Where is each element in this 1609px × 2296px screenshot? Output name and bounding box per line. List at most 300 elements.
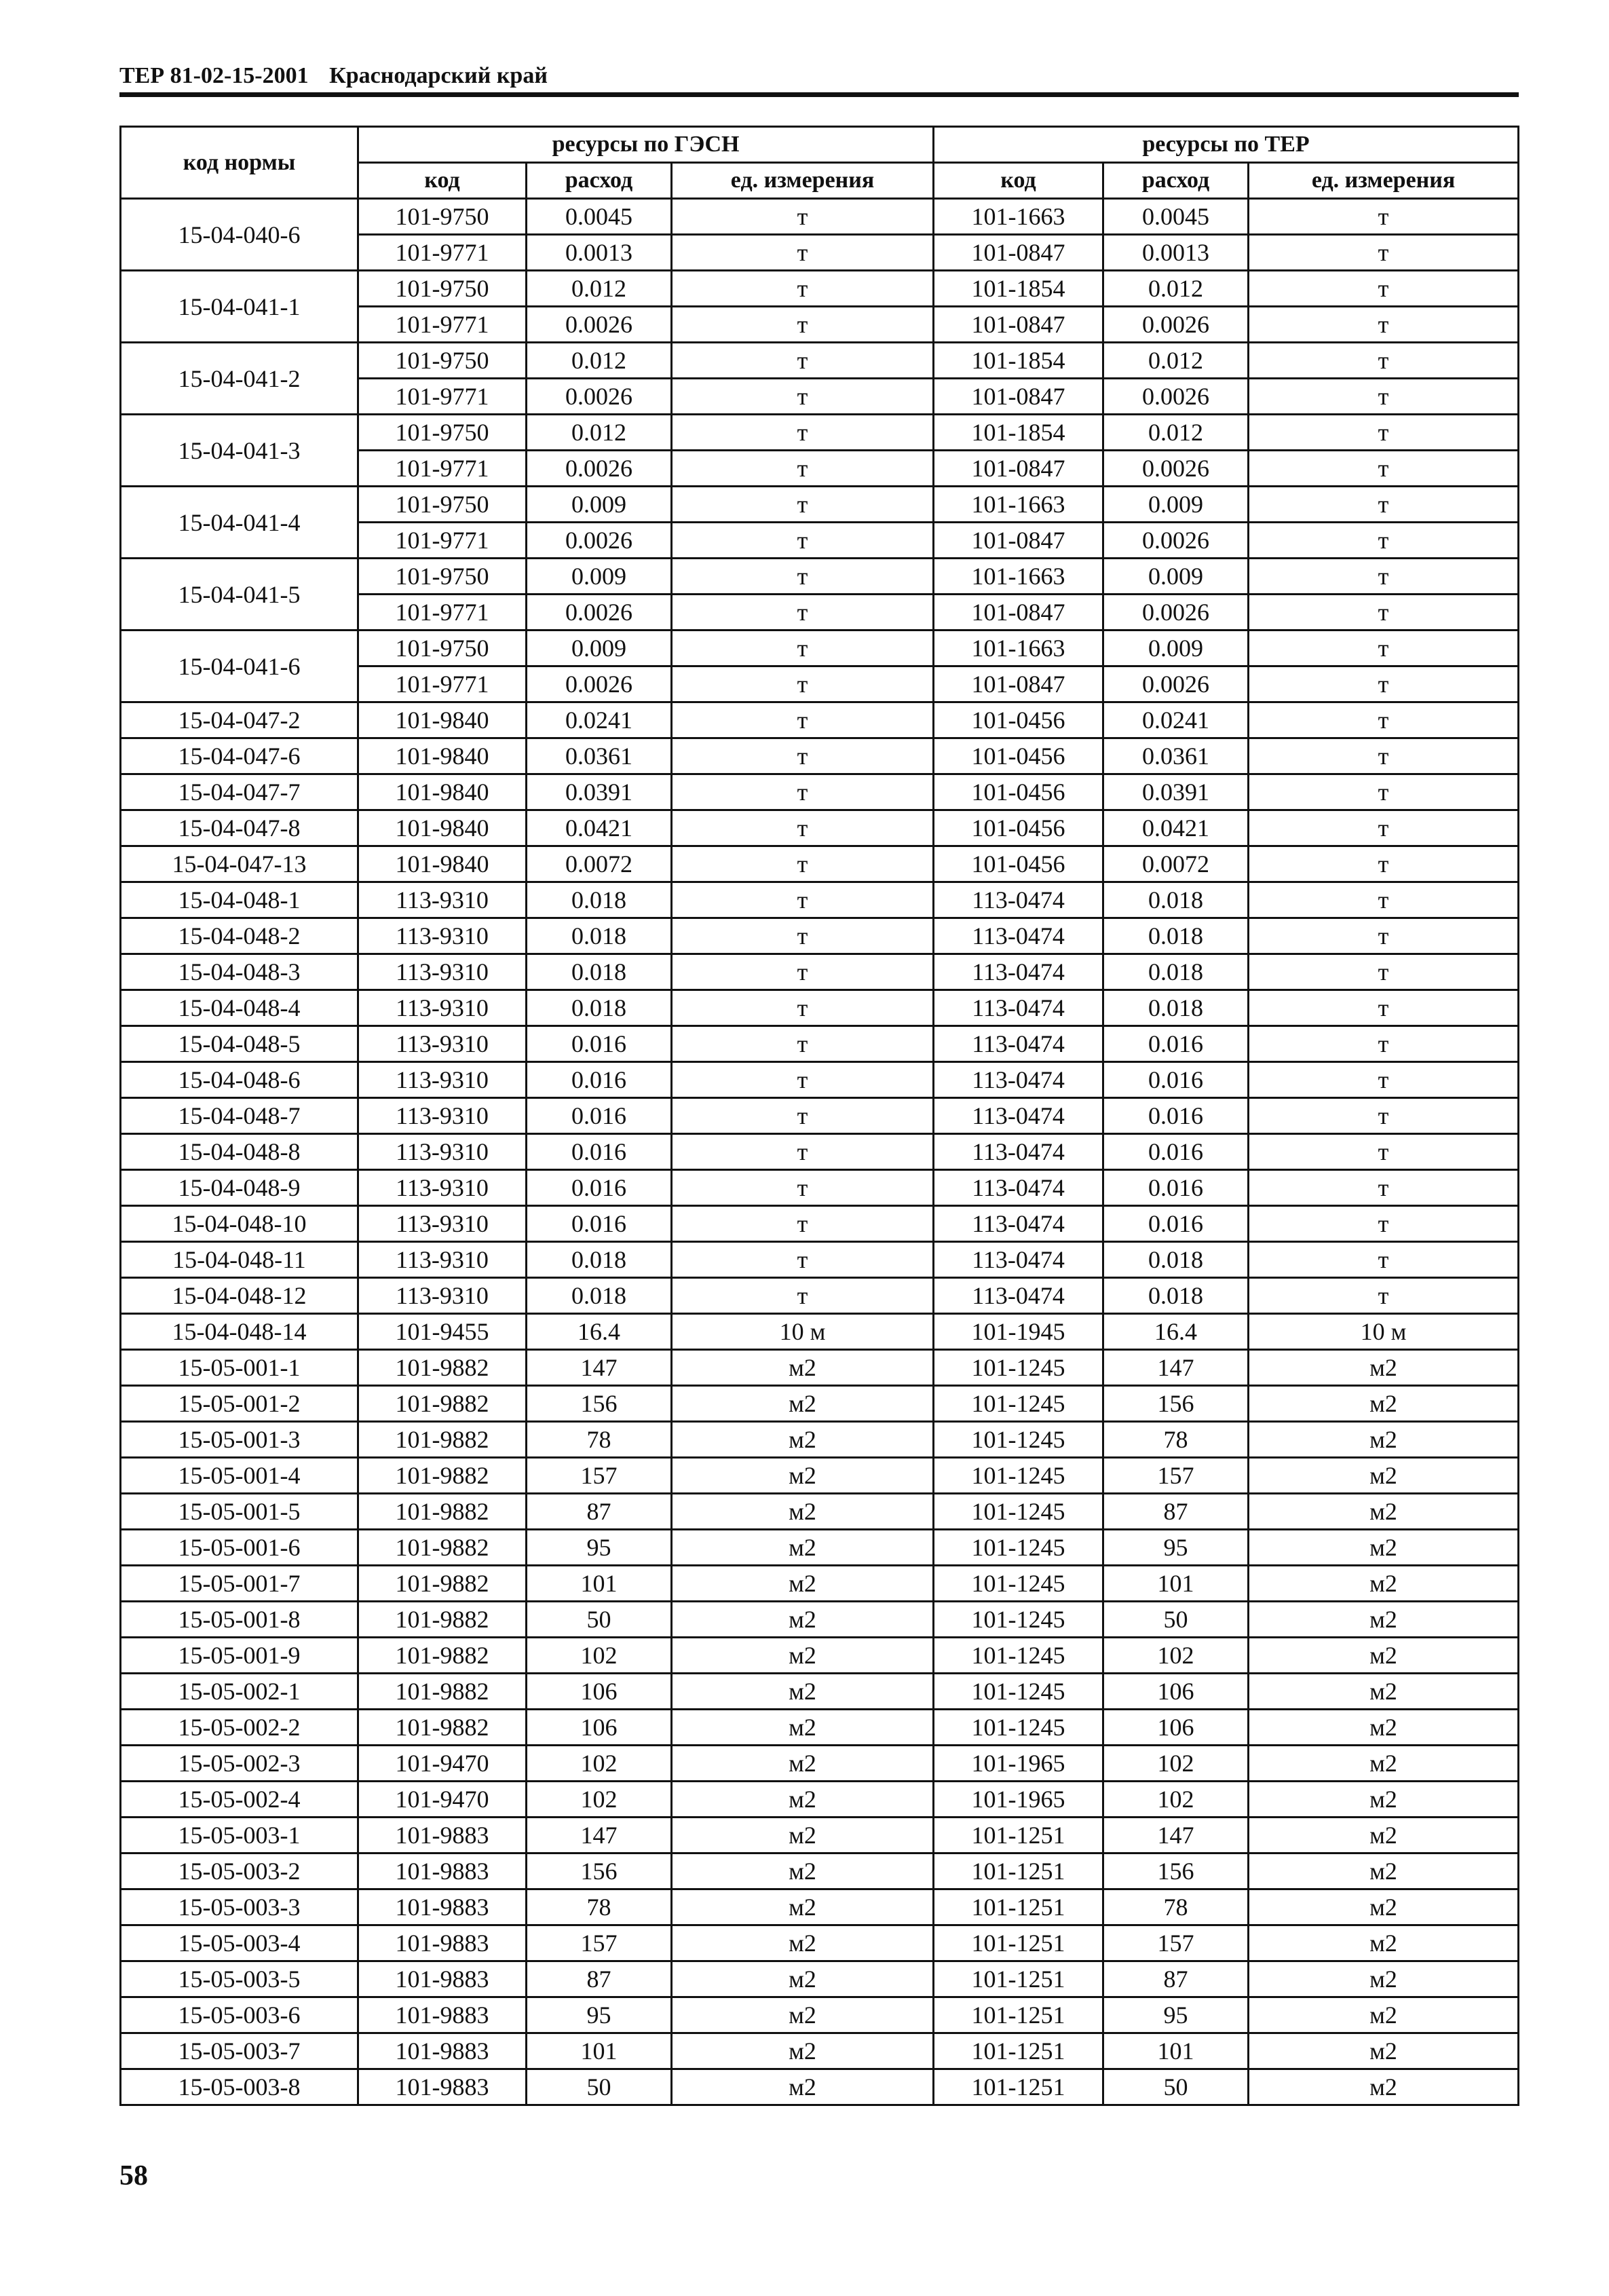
ter-unit-cell: т (1249, 379, 1519, 415)
table-row (121, 774, 1519, 810)
ter-code-cell: 113-0474 (934, 918, 1103, 954)
ter-amount-cell: 156 (1103, 1853, 1249, 1889)
ter-unit-cell: т (1249, 343, 1519, 379)
ter-amount-cell: 0.018 (1103, 1278, 1249, 1314)
gesn-code-cell: 113-9310 (358, 1026, 527, 1062)
ter-amount-cell: 0.012 (1103, 343, 1249, 379)
ter-code-cell: 101-0456 (934, 738, 1103, 774)
ter-amount-cell: 0.0421 (1103, 810, 1249, 846)
ter-code-cell: 101-1663 (934, 487, 1103, 523)
ter-amount-cell: 101 (1103, 2033, 1249, 2069)
norm-code-cell: 15-04-048-1 (121, 882, 358, 918)
ter-amount-cell: 0.0026 (1103, 379, 1249, 415)
ter-unit-cell: м2 (1249, 1602, 1519, 1638)
gesn-code-cell: 101-9882 (358, 1566, 527, 1602)
table-body (121, 199, 1519, 2105)
gesn-code-cell: 101-9882 (358, 1494, 527, 1530)
gesn-code-cell: 101-9882 (358, 1674, 527, 1710)
norm-code-cell: 15-05-003-8 (121, 2069, 358, 2105)
gesn-code-cell: 101-9750 (358, 415, 527, 451)
ter-unit-cell: т (1249, 487, 1519, 523)
norm-code-cell: 15-04-040-6 (121, 199, 358, 271)
gesn-amount-cell: 102 (527, 1638, 672, 1674)
page-header (119, 57, 1519, 95)
gesn-unit-cell: т (672, 1206, 934, 1242)
norm-code-cell: 15-04-048-2 (121, 918, 358, 954)
gesn-unit-cell: м2 (672, 2033, 934, 2069)
ter-amount-cell: 0.016 (1103, 1206, 1249, 1242)
ter-code-cell: 101-1245 (934, 1494, 1103, 1530)
table-row (121, 1674, 1519, 1710)
table-row (121, 1170, 1519, 1206)
ter-unit-cell: т (1249, 810, 1519, 846)
ter-code-cell: 101-1251 (934, 1889, 1103, 1925)
gesn-code-cell: 101-9883 (358, 2069, 527, 2105)
gesn-unit-cell: м2 (672, 2069, 934, 2105)
table-row (121, 918, 1519, 954)
ter-code-cell: 101-1854 (934, 271, 1103, 307)
gesn-code-cell: 101-9771 (358, 666, 527, 702)
norm-code-cell: 15-04-047-8 (121, 810, 358, 846)
ter-amount-cell: 106 (1103, 1674, 1249, 1710)
ter-amount-cell: 0.009 (1103, 487, 1249, 523)
table-row (121, 1961, 1519, 1997)
ter-unit-cell: т (1249, 595, 1519, 631)
ter-unit-cell: т (1249, 451, 1519, 487)
ter-amount-cell: 0.0045 (1103, 199, 1249, 235)
gesn-unit-cell: т (672, 1098, 934, 1134)
gesn-amount-cell: 0.0241 (527, 702, 672, 738)
gesn-amount-cell: 157 (527, 1925, 672, 1961)
gesn-amount-cell: 0.016 (527, 1134, 672, 1170)
norm-code-cell: 15-04-047-6 (121, 738, 358, 774)
ter-code-cell: 113-0474 (934, 1278, 1103, 1314)
norm-code-cell: 15-04-048-10 (121, 1206, 358, 1242)
ter-unit-cell: м2 (1249, 1997, 1519, 2033)
ter-unit-cell: м2 (1249, 1710, 1519, 1746)
ter-amount-cell: 0.0026 (1103, 307, 1249, 343)
norm-code-cell: 15-04-041-5 (121, 559, 358, 631)
gesn-code-cell: 113-9310 (358, 1062, 527, 1098)
ter-amount-cell: 0.0026 (1103, 523, 1249, 559)
ter-unit-cell: т (1249, 774, 1519, 810)
table-row (121, 1278, 1519, 1314)
ter-unit-cell: т (1249, 559, 1519, 595)
gesn-code-cell: 113-9310 (358, 918, 527, 954)
gesn-amount-cell: 0.018 (527, 1278, 672, 1314)
gesn-amount-cell: 0.0361 (527, 738, 672, 774)
gesn-code-cell: 113-9310 (358, 1242, 527, 1278)
gesn-amount-cell: 147 (527, 1350, 672, 1386)
ter-unit-cell: м2 (1249, 1961, 1519, 1997)
gesn-amount-cell: 0.012 (527, 415, 672, 451)
resource-table (119, 126, 1519, 2106)
gesn-code-cell: 101-9455 (358, 1314, 527, 1350)
gesn-code-cell: 101-9883 (358, 1925, 527, 1961)
ter-code-cell: 101-1251 (934, 1853, 1103, 1889)
gesn-unit-cell: т (672, 846, 934, 882)
ter-amount-cell: 0.012 (1103, 271, 1249, 307)
gesn-unit-cell: м2 (672, 1853, 934, 1889)
norm-code-cell: 15-04-041-3 (121, 415, 358, 487)
norm-code-cell: 15-04-047-2 (121, 702, 358, 738)
ter-amount-cell: 87 (1103, 1961, 1249, 1997)
table-row (121, 1494, 1519, 1530)
gesn-unit-cell: т (672, 415, 934, 451)
gesn-code-cell: 101-9882 (358, 1386, 527, 1422)
norm-code-cell: 15-05-001-1 (121, 1350, 358, 1386)
gesn-code-cell: 113-9310 (358, 1134, 527, 1170)
gesn-code-cell: 101-9882 (358, 1458, 527, 1494)
header-gesn-amount: расход (527, 163, 672, 199)
gesn-unit-cell: м2 (672, 1818, 934, 1853)
gesn-unit-cell: м2 (672, 1494, 934, 1530)
region-name: Краснодарский край (329, 63, 548, 88)
table-row (121, 1350, 1519, 1386)
gesn-amount-cell: 0.0391 (527, 774, 672, 810)
ter-unit-cell: м2 (1249, 1458, 1519, 1494)
norm-code-cell: 15-05-002-1 (121, 1674, 358, 1710)
ter-code-cell: 101-1245 (934, 1638, 1103, 1674)
gesn-unit-cell: м2 (672, 1350, 934, 1386)
gesn-unit-cell: м2 (672, 1602, 934, 1638)
gesn-code-cell: 101-9840 (358, 702, 527, 738)
gesn-unit-cell: м2 (672, 1889, 934, 1925)
table-row (121, 1458, 1519, 1494)
norm-code-cell: 15-04-041-1 (121, 271, 358, 343)
ter-code-cell: 101-1251 (934, 2069, 1103, 2105)
gesn-unit-cell: м2 (672, 1386, 934, 1422)
ter-code-cell: 101-1245 (934, 1530, 1103, 1566)
ter-amount-cell: 0.0026 (1103, 451, 1249, 487)
norm-code-cell: 15-04-047-7 (121, 774, 358, 810)
header-group-ter: ресурсы по ТЕР (934, 127, 1519, 163)
gesn-amount-cell: 0.0072 (527, 846, 672, 882)
gesn-amount-cell: 106 (527, 1674, 672, 1710)
ter-code-cell: 101-1965 (934, 1746, 1103, 1782)
ter-code-cell: 113-0474 (934, 1242, 1103, 1278)
ter-amount-cell: 102 (1103, 1638, 1249, 1674)
gesn-code-cell: 101-9750 (358, 271, 527, 307)
ter-code-cell: 101-1663 (934, 631, 1103, 666)
gesn-unit-cell: м2 (672, 1530, 934, 1566)
table-row (121, 1566, 1519, 1602)
table-row (121, 631, 1519, 666)
gesn-unit-cell: м2 (672, 1566, 934, 1602)
gesn-unit-cell: т (672, 379, 934, 415)
ter-code-cell: 101-1251 (934, 2033, 1103, 2069)
ter-unit-cell: т (1249, 1278, 1519, 1314)
norm-code-cell: 15-05-002-3 (121, 1746, 358, 1782)
gesn-unit-cell: м2 (672, 1782, 934, 1818)
ter-unit-cell: м2 (1249, 1386, 1519, 1422)
gesn-code-cell: 101-9883 (358, 2033, 527, 2069)
table-row (121, 343, 1519, 379)
ter-unit-cell: т (1249, 1134, 1519, 1170)
norm-code-cell: 15-04-048-6 (121, 1062, 358, 1098)
ter-unit-cell: м2 (1249, 1530, 1519, 1566)
gesn-amount-cell: 0.0026 (527, 451, 672, 487)
header-rule (119, 92, 1519, 97)
gesn-unit-cell: т (672, 1062, 934, 1098)
gesn-amount-cell: 78 (527, 1889, 672, 1925)
gesn-unit-cell: т (672, 307, 934, 343)
table-row (121, 1530, 1519, 1566)
ter-code-cell: 101-1245 (934, 1422, 1103, 1458)
gesn-code-cell: 101-9470 (358, 1746, 527, 1782)
ter-amount-cell: 0.016 (1103, 1026, 1249, 1062)
gesn-amount-cell: 106 (527, 1710, 672, 1746)
gesn-amount-cell: 0.016 (527, 1026, 672, 1062)
gesn-unit-cell: м2 (672, 1710, 934, 1746)
ter-unit-cell: т (1249, 271, 1519, 307)
ter-code-cell: 101-1245 (934, 1386, 1103, 1422)
ter-code-cell: 113-0474 (934, 990, 1103, 1026)
gesn-code-cell: 101-9840 (358, 774, 527, 810)
gesn-amount-cell: 101 (527, 2033, 672, 2069)
ter-code-cell: 101-0847 (934, 666, 1103, 702)
norm-code-cell: 15-05-003-1 (121, 1818, 358, 1853)
gesn-code-cell: 113-9310 (358, 954, 527, 990)
table-row (121, 1782, 1519, 1818)
gesn-amount-cell: 16.4 (527, 1314, 672, 1350)
ter-code-cell: 101-1245 (934, 1350, 1103, 1386)
gesn-unit-cell: т (672, 451, 934, 487)
ter-amount-cell: 0.018 (1103, 882, 1249, 918)
table-row (121, 1062, 1519, 1098)
gesn-unit-cell: т (672, 487, 934, 523)
table-row (121, 1818, 1519, 1853)
gesn-unit-cell: т (672, 523, 934, 559)
ter-unit-cell: м2 (1249, 1566, 1519, 1602)
ter-unit-cell: т (1249, 954, 1519, 990)
ter-amount-cell: 0.016 (1103, 1098, 1249, 1134)
gesn-unit-cell: т (672, 774, 934, 810)
ter-code-cell: 101-1854 (934, 343, 1103, 379)
gesn-code-cell: 101-9750 (358, 559, 527, 595)
table-row (121, 1422, 1519, 1458)
ter-code-cell: 113-0474 (934, 882, 1103, 918)
gesn-code-cell: 101-9883 (358, 1889, 527, 1925)
ter-unit-cell: т (1249, 199, 1519, 235)
gesn-amount-cell: 0.018 (527, 882, 672, 918)
gesn-amount-cell: 0.009 (527, 631, 672, 666)
header-gesn-unit: ед. измерения (672, 163, 934, 199)
gesn-amount-cell: 0.0045 (527, 199, 672, 235)
norm-code-cell: 15-04-041-6 (121, 631, 358, 702)
gesn-amount-cell: 147 (527, 1818, 672, 1853)
norm-code-cell: 15-04-048-11 (121, 1242, 358, 1278)
gesn-amount-cell: 0.0026 (527, 595, 672, 631)
table-row (121, 2033, 1519, 2069)
gesn-unit-cell: 10 м (672, 1314, 934, 1350)
norm-code-cell: 15-05-001-4 (121, 1458, 358, 1494)
gesn-amount-cell: 101 (527, 1566, 672, 1602)
gesn-code-cell: 101-9882 (358, 1602, 527, 1638)
ter-unit-cell: м2 (1249, 1422, 1519, 1458)
ter-unit-cell: т (1249, 1242, 1519, 1278)
norm-code-cell: 15-04-048-7 (121, 1098, 358, 1134)
gesn-unit-cell: т (672, 702, 934, 738)
ter-amount-cell: 106 (1103, 1710, 1249, 1746)
gesn-code-cell: 101-9883 (358, 1853, 527, 1889)
ter-unit-cell: м2 (1249, 1889, 1519, 1925)
ter-code-cell: 101-1245 (934, 1674, 1103, 1710)
ter-code-cell: 101-1854 (934, 415, 1103, 451)
gesn-amount-cell: 0.012 (527, 343, 672, 379)
table-row (121, 810, 1519, 846)
ter-unit-cell: 10 м (1249, 1314, 1519, 1350)
gesn-code-cell: 101-9470 (358, 1782, 527, 1818)
gesn-amount-cell: 157 (527, 1458, 672, 1494)
ter-code-cell: 101-1245 (934, 1458, 1103, 1494)
gesn-code-cell: 101-9882 (358, 1638, 527, 1674)
ter-code-cell: 101-1663 (934, 559, 1103, 595)
gesn-amount-cell: 156 (527, 1853, 672, 1889)
norm-code-cell: 15-04-048-12 (121, 1278, 358, 1314)
ter-code-cell: 101-1251 (934, 1818, 1103, 1853)
norm-code-cell: 15-05-001-5 (121, 1494, 358, 1530)
gesn-amount-cell: 102 (527, 1782, 672, 1818)
gesn-amount-cell: 50 (527, 2069, 672, 2105)
gesn-code-cell: 113-9310 (358, 1278, 527, 1314)
gesn-code-cell: 101-9882 (358, 1350, 527, 1386)
header-ter-unit: ед. измерения (1249, 163, 1519, 199)
ter-amount-cell: 0.018 (1103, 1242, 1249, 1278)
ter-code-cell: 101-0847 (934, 235, 1103, 271)
gesn-unit-cell: т (672, 595, 934, 631)
gesn-amount-cell: 0.0026 (527, 307, 672, 343)
ter-amount-cell: 78 (1103, 1422, 1249, 1458)
norm-code-cell: 15-05-003-6 (121, 1997, 358, 2033)
gesn-amount-cell: 0.012 (527, 271, 672, 307)
gesn-amount-cell: 0.009 (527, 559, 672, 595)
ter-code-cell: 101-0456 (934, 702, 1103, 738)
ter-unit-cell: т (1249, 631, 1519, 666)
norm-code-cell: 15-04-041-2 (121, 343, 358, 415)
gesn-amount-cell: 87 (527, 1961, 672, 1997)
table-row (121, 487, 1519, 523)
ter-code-cell: 101-0847 (934, 307, 1103, 343)
ter-unit-cell: м2 (1249, 1746, 1519, 1782)
ter-amount-cell: 0.0072 (1103, 846, 1249, 882)
norm-code-cell: 15-05-001-2 (121, 1386, 358, 1422)
ter-code-cell: 101-1945 (934, 1314, 1103, 1350)
gesn-unit-cell: м2 (672, 1961, 934, 1997)
table-row (121, 1997, 1519, 2033)
ter-unit-cell: т (1249, 702, 1519, 738)
ter-unit-cell: м2 (1249, 1782, 1519, 1818)
gesn-unit-cell: м2 (672, 1422, 934, 1458)
ter-unit-cell: м2 (1249, 1853, 1519, 1889)
norm-code-cell: 15-04-048-14 (121, 1314, 358, 1350)
header-gesn-code: код (358, 163, 527, 199)
gesn-code-cell: 101-9883 (358, 1997, 527, 2033)
table-row (121, 846, 1519, 882)
gesn-unit-cell: м2 (672, 1674, 934, 1710)
ter-code-cell: 101-1245 (934, 1566, 1103, 1602)
norm-code-cell: 15-04-041-4 (121, 487, 358, 559)
gesn-unit-cell: т (672, 1134, 934, 1170)
gesn-unit-cell: т (672, 271, 934, 307)
gesn-code-cell: 113-9310 (358, 1206, 527, 1242)
ter-amount-cell: 0.0013 (1103, 235, 1249, 271)
gesn-unit-cell: т (672, 1026, 934, 1062)
gesn-unit-cell: т (672, 666, 934, 702)
gesn-unit-cell: т (672, 990, 934, 1026)
ter-code-cell: 113-0474 (934, 1062, 1103, 1098)
ter-unit-cell: м2 (1249, 1494, 1519, 1530)
gesn-code-cell: 113-9310 (358, 882, 527, 918)
norm-code-cell: 15-04-048-4 (121, 990, 358, 1026)
ter-amount-cell: 87 (1103, 1494, 1249, 1530)
ter-amount-cell: 0.016 (1103, 1062, 1249, 1098)
gesn-amount-cell: 0.0026 (527, 379, 672, 415)
gesn-amount-cell: 0.0026 (527, 523, 672, 559)
gesn-code-cell: 101-9771 (358, 523, 527, 559)
ter-amount-cell: 147 (1103, 1350, 1249, 1386)
ter-code-cell: 101-1245 (934, 1602, 1103, 1638)
gesn-unit-cell: т (672, 918, 934, 954)
table-row (121, 1638, 1519, 1674)
ter-amount-cell: 0.009 (1103, 631, 1249, 666)
table-row (121, 1602, 1519, 1638)
norm-code-cell: 15-05-001-7 (121, 1566, 358, 1602)
gesn-amount-cell: 95 (527, 1530, 672, 1566)
ter-amount-cell: 78 (1103, 1889, 1249, 1925)
ter-code-cell: 101-1965 (934, 1782, 1103, 1818)
gesn-code-cell: 101-9771 (358, 235, 527, 271)
ter-unit-cell: м2 (1249, 1350, 1519, 1386)
gesn-code-cell: 101-9750 (358, 199, 527, 235)
table-row (121, 1134, 1519, 1170)
header-ter-code: код (934, 163, 1103, 199)
gesn-amount-cell: 0.018 (527, 990, 672, 1026)
ter-code-cell: 113-0474 (934, 1170, 1103, 1206)
ter-unit-cell: т (1249, 235, 1519, 271)
norm-code-cell: 15-05-003-3 (121, 1889, 358, 1925)
table-row (121, 1746, 1519, 1782)
gesn-code-cell: 101-9771 (358, 307, 527, 343)
norm-code-cell: 15-05-003-2 (121, 1853, 358, 1889)
ter-unit-cell: м2 (1249, 1674, 1519, 1710)
gesn-code-cell: 101-9771 (358, 595, 527, 631)
table-row (121, 1853, 1519, 1889)
ter-code-cell: 101-0847 (934, 595, 1103, 631)
gesn-code-cell: 101-9883 (358, 1818, 527, 1853)
gesn-amount-cell: 0.0026 (527, 666, 672, 702)
ter-amount-cell: 95 (1103, 1530, 1249, 1566)
ter-amount-cell: 102 (1103, 1782, 1249, 1818)
ter-code-cell: 101-0456 (934, 810, 1103, 846)
table-row (121, 954, 1519, 990)
table-row (121, 1386, 1519, 1422)
gesn-unit-cell: т (672, 631, 934, 666)
table-row (121, 1026, 1519, 1062)
ter-unit-cell: м2 (1249, 1925, 1519, 1961)
ter-code-cell: 113-0474 (934, 1026, 1103, 1062)
gesn-amount-cell: 0.016 (527, 1062, 672, 1098)
ter-amount-cell: 101 (1103, 1566, 1249, 1602)
gesn-code-cell: 101-9750 (358, 487, 527, 523)
norm-code-cell: 15-04-047-13 (121, 846, 358, 882)
ter-amount-cell: 0.0026 (1103, 666, 1249, 702)
norm-code-cell: 15-05-001-9 (121, 1638, 358, 1674)
table-row (121, 738, 1519, 774)
ter-amount-cell: 0.0026 (1103, 595, 1249, 631)
gesn-unit-cell: м2 (672, 1925, 934, 1961)
ter-amount-cell: 95 (1103, 1997, 1249, 2033)
